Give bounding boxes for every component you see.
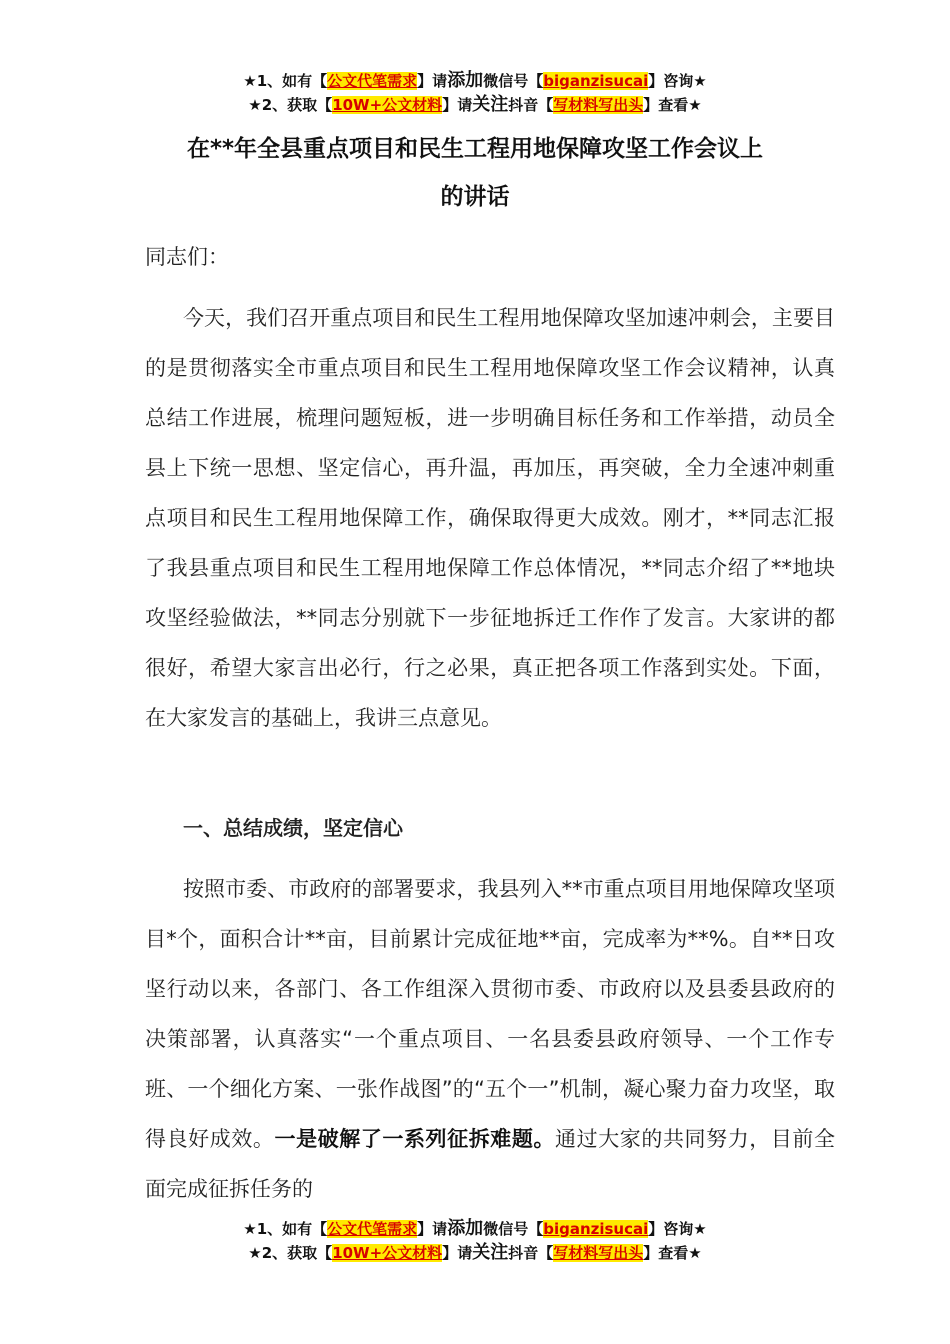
promo-emphasis: 添加 xyxy=(447,70,484,91)
promo-emphasis: 关注 xyxy=(472,94,509,115)
promo-text: ★2、获取【 xyxy=(248,1244,333,1262)
promo-highlight: biganzisucai xyxy=(543,72,649,90)
greeting: 同志们： xyxy=(145,245,229,269)
promo-text: 】查看★ xyxy=(643,96,702,114)
promo-emphasis: 添加 xyxy=(447,1218,484,1239)
promo-text: 】咨询★ xyxy=(648,72,707,90)
promo-text: 】咨询★ xyxy=(648,1220,707,1238)
promo-highlight: 写材料写出头 xyxy=(553,1244,644,1262)
promo-text: 】请 xyxy=(442,96,473,114)
promo-text: 抖音【 xyxy=(508,96,554,114)
promo-text: 抖音【 xyxy=(508,1244,554,1262)
promo-line-1 xyxy=(0,1217,950,1241)
promo-highlight: 公文代笔需求 xyxy=(327,72,418,90)
promo-banner-top xyxy=(0,69,950,117)
promo-highlight: 10W+公文材料 xyxy=(332,1244,443,1262)
promo-banner-bottom xyxy=(0,1217,950,1265)
paragraph-bold-point: 一是破解了一系列征拆难题。 xyxy=(274,1127,556,1151)
title-line-2: 的讲话 xyxy=(440,184,510,210)
promo-emphasis: 关注 xyxy=(472,1242,509,1263)
promo-text: 】请 xyxy=(417,72,448,90)
promo-line-2 xyxy=(0,1241,950,1265)
section-heading-1: 一、总结成绩，坚定信心 xyxy=(183,816,403,840)
promo-text: 微信号【 xyxy=(483,1220,544,1238)
promo-highlight: biganzisucai xyxy=(543,1220,649,1238)
promo-text: 】查看★ xyxy=(643,1244,702,1262)
promo-text: ★2、获取【 xyxy=(248,96,333,114)
promo-text: ★1、如有【 xyxy=(243,1220,328,1238)
promo-line-1 xyxy=(0,69,950,93)
promo-text: 微信号【 xyxy=(483,72,544,90)
paragraph-text: 通过大家的共同努力，目前全面完成征拆任务的 xyxy=(145,1127,836,1201)
promo-text: 】请 xyxy=(442,1244,473,1262)
promo-highlight: 公文代笔需求 xyxy=(327,1220,418,1238)
promo-text: ★1、如有【 xyxy=(243,72,328,90)
promo-highlight: 10W+公文材料 xyxy=(332,96,443,114)
paragraph-text: 按照市委、市政府的部署要求，我县列入**市重点项目用地保障攻坚项目*个，面积合计**亩，目前累计完成征地**亩，完成率为**%。自**日攻坚行动以来，各部门、各工作组深入贯彻市委、市政府以及县委县政府的决策部署，认真落实“一个重点项目、一名县委县政府领导、一个工作专班、一个细化方案、一张作战图”的“五个一”机制，凝心聚力奋力攻坚，取得良好成效。 xyxy=(145,877,835,1151)
document-title xyxy=(100,125,850,221)
paragraph-achievements xyxy=(145,864,835,1214)
paragraph-intro: 今天，我们召开重点项目和民生工程用地保障攻坚加速冲刺会，主要目的是贯彻落实全市重点项目和民生工程用地保障攻坚工作会议精神，认真总结工作进展，梳理问题短板，进一步明确目标任务和工作举措，动员全县上下统一思想、坚定信心，再升温，再加压，再突破，全力全速冲刺重点项目和民生工程用地保障工作，确保取得更大成效。刚才，**同志汇报了我县重点项目和民生工程用地保障工作总体情况，**同志介绍了**地块攻坚经验做法，**同志分别就下一步征地拆迁工作作了发言。大家讲的都很好，希望大家言出必行，行之必果，真正把各项工作落到实处。下面，在大家发言的基础上，我讲三点意见。 xyxy=(145,306,835,730)
promo-text: 】请 xyxy=(417,1220,448,1238)
title-line-1: 在**年全县重点项目和民生工程用地保障攻坚工作会议上 xyxy=(186,136,764,162)
promo-line-2 xyxy=(0,93,950,117)
promo-highlight: 写材料写出头 xyxy=(553,96,644,114)
